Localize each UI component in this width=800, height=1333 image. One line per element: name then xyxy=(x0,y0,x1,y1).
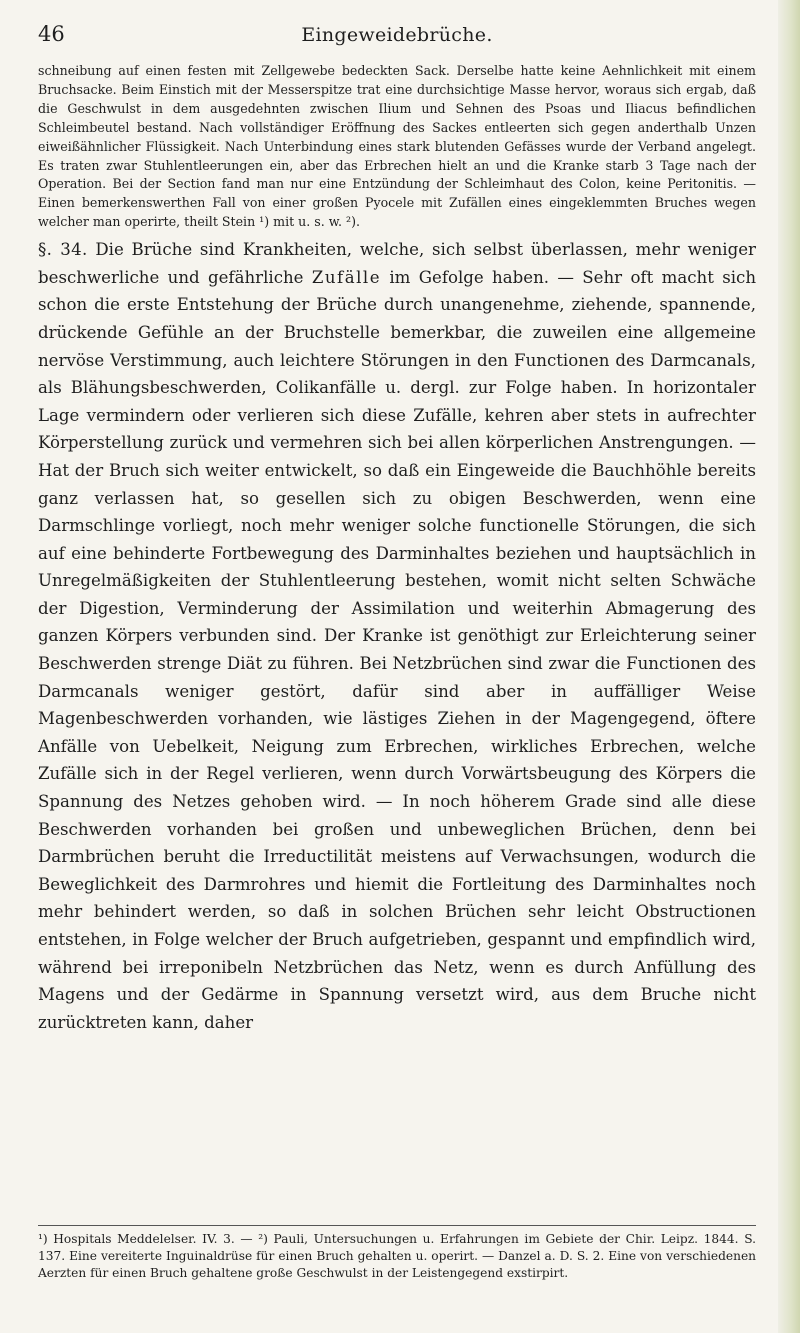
page-number: 46 xyxy=(38,22,65,46)
paragraph-case-report: schneibung auf einen festen mit Zellgewebe bedeckten Sack. Derselbe hatte keine Aehnlichkeit mit einem Bruchsacke. Beim Einstich mit der Messerspitze trat eine durchsichtige Masse hervor, woraus sich ergab, daß die Geschwulst in dem ausgedehnten zwischen Ilium und Sehnen des Psoas und Iliacus befindlichen Schleimbeutel bestand. Nach vollständiger Eröffnung des Sackes entleerten sich gegen anderthalb Unzen eiweißähnlicher Flüssigkeit. Nach Unterbindung eines stark blutenden Gefässes wurde der Verband angelegt. Es traten zwar Stuhlentleerungen ein, aber das Erbrechen hielt an und die Kranke starb 3 Tage nach der Operation. Bei der Section fand man nur eine Entzündung der Schleimhaut des Colon, keine Peritonitis. — Einen bemerkenswerthen Fall von einer großen Pyocele mit Zufällen eines eingeklemmten Bruches wegen welcher man operirte, theilt Stein ¹) mit u. s. w. ²). xyxy=(38,63,756,230)
page-header xyxy=(38,22,756,52)
running-title: Eingeweidebrüche. xyxy=(301,24,493,46)
footnote-text: ¹) Hospitals Meddelelser. IV. 3. — ²) Pauli, Untersuchungen u. Erfahrungen im Gebiete der Chir. Leipz. 1844. S. 137. Eine vereiterte Inguinaldrüse für einen Bruch gehalten u. operirt. — Danzel a. D. S. 2. Eine von verschiedenen Aerzten für einen Bruch gehaltene große Geschwulst in der Leistengegend exstirpirt. xyxy=(38,1232,756,1281)
section-body-text: im Gefolge haben. — Sehr oft macht sich schon die erste Entstehung der Brüche durch unangenehme, ziehende, spannende, drückende Gefühle an der Bruchstelle bemerkbar, die zuweilen eine allgemeine nervöse Verstimmung, auch leichtere Störungen in den Functionen des Darmcanals, als Blähungsbeschwerden, Colikanfälle u. dergl. zur Folge haben. In horizontaler Lage vermindern oder verlieren sich diese Zufälle, kehren aber stets in aufrechter Körperstellung zurück und vermehren sich bei allen körperlichen Anstrengungen. — Hat der Bruch sich weiter entwickelt, so daß ein Eingeweide die Bauchhöhle bereits ganz verlassen hat, so gesellen sich zu obigen Beschwerden, wenn eine Darmschlinge vorliegt, noch mehr weniger solche functionelle Störungen, die sich auf eine behinderte Fortbewegung des Darminhaltes beziehen und hauptsächlich in Unregelmäßigkeiten der Stuhlentleerung bestehen, womit nicht selten Schwäche der Digestion, Verminderung der Assimilation und weiterhin Abmagerung des ganzen Körpers verbunden sind. Der Kranke ist genöthigt zur Erleichterung seiner Beschwerden strenge Diät zu führen. Bei Netzbrüchen sind zwar die Functionen des Darmcanals weniger gestört, dafür sind aber in auffälliger Weise Magenbeschwerden vorhanden, wie lästiges Ziehen in der Magengegend, öftere Anfälle von Uebelkeit, Neigung zum Erbrechen, wirkliches Erbrechen, welche Zufälle sich in der Regel verlieren, wenn durch Vorwärtsbeugung des Körpers die Spannung des Netzes gehoben wird. — In noch höherem Grade sind alle diese Beschwerden vorhanden bei großen und unbeweglichen Brüchen, denn bei Darmbrüchen beruht die Irreductilität meistens auf Verwachsungen, wodurch die Beweglichkeit des Darmrohres und hiemit die Fortleitung des Darminhaltes noch mehr behindert werden, so daß in solchen Brüchen sehr leicht Obstructionen entstehen, in Folge welcher der Bruch aufgetrieben, gespannt und empfindlich wird, während bei irreponibeln Netzbrüchen das Netz, wenn es durch Anfüllung des Magens und der Gedärme in Spannung versetzt wird, aus dem Bruche nicht zurücktreten kann, daher xyxy=(38,267,756,1032)
page-body xyxy=(38,62,756,1036)
section-spaced-term: Zufälle xyxy=(311,267,382,287)
footnotes xyxy=(38,1225,756,1283)
section-lead-text: Die Brüche sind Krankheiten, welche, sich selbst überlassen, mehr weniger beschwerliche und gefährliche xyxy=(38,240,756,287)
page-edge xyxy=(778,0,800,1333)
section-number: §. 34. xyxy=(38,240,88,260)
section-34-paragraph xyxy=(38,236,756,1036)
